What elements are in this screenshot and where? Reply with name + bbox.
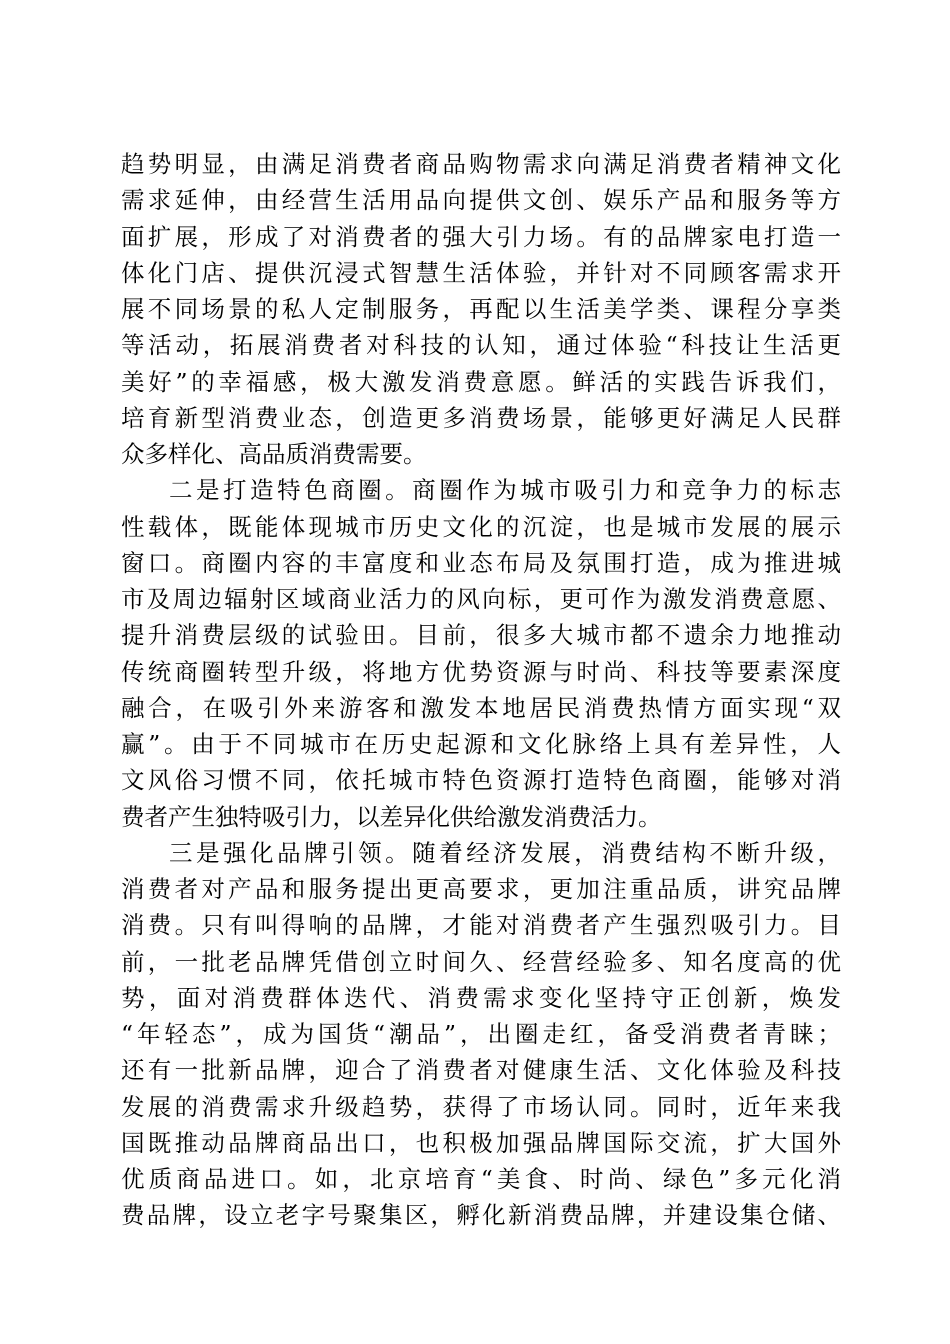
paragraph-3 — [121, 835, 841, 1234]
text-line: 势，面对消费群体迭代、消费需求变化坚持守正创新，焕发 — [121, 983, 841, 1012]
text-line: 面扩展，形成了对消费者的强大引力场。有的品牌家电打造一 — [121, 222, 841, 251]
text-line: 美好”的幸福感，极大激发消费意愿。鲜活的实践告诉我们， — [121, 367, 841, 396]
text-line: 赢”。由于不同城市在历史起源和文化脉络上具有差异性，人 — [121, 730, 841, 758]
text-line: 众多样化、高品质消费需要。 — [121, 440, 427, 468]
text-line: 市及周边辐射区域商业活力的风向标，更可作为激发消费意愿、 — [121, 585, 841, 613]
text-line: 提升消费层级的试验田。目前，很多大城市都不遗余力地推动 — [121, 621, 841, 650]
text-line: 需求延伸，由经营生活用品向提供文创、娱乐产品和服务等方 — [121, 186, 841, 215]
text-line: 费品牌，设立老字号聚集区，孵化新消费品牌，并建设集仓储、 — [121, 1201, 841, 1230]
paragraph-1 — [121, 146, 841, 472]
text-line: 趋势明显，由满足消费者商品购物需求向满足消费者精神文化 — [121, 150, 841, 178]
text-line: 费者产生独特吸引力，以差异化供给激发消费活力。 — [121, 802, 662, 831]
text-line: 等活动，拓展消费者对科技的认知，通过体验“科技让生活更 — [121, 331, 841, 360]
text-line: 优质商品进口。如，北京培育“美食、时尚、绿色”多元化消 — [121, 1165, 841, 1193]
text-line: 前，一批老品牌凭借创立时间久、经营经验多、知名度高的优 — [121, 947, 841, 976]
text-line: 国既推动品牌商品出口，也积极加强品牌国际交流，扩大国外 — [121, 1128, 841, 1157]
text-line: 展不同场景的私人定制服务，再配以生活美学类、课程分享类 — [121, 295, 841, 323]
text-line: 培育新型消费业态，创造更多消费场景，能够更好满足人民群 — [121, 403, 841, 432]
document-body — [121, 146, 841, 1234]
text-line: 融合，在吸引外来游客和激发本地居民消费热情方面实现“双 — [121, 693, 841, 722]
text-line: 二是打造特色商圈。商圈作为城市吸引力和竞争力的标志 — [169, 476, 841, 505]
text-line: 文风俗习惯不同，依托城市特色资源打造特色商圈，能够对消 — [121, 766, 841, 795]
text-line: 消费者对产品和服务提出更高要求，更加注重品质，讲究品牌 — [121, 875, 841, 903]
text-line: 三是强化品牌引领。随着经济发展，消费结构不断升级， — [169, 838, 841, 867]
text-line: 传统商圈转型升级，将地方优势资源与时尚、科技等要素深度 — [121, 657, 841, 686]
paragraph-2 — [121, 472, 841, 835]
text-line: 发展的消费需求升级趋势，获得了市场认同。同时，近年来我 — [121, 1092, 841, 1121]
text-line: 还有一批新品牌，迎合了消费者对健康生活、文化体验及科技 — [121, 1056, 841, 1085]
text-line: 体化门店、提供沉浸式智慧生活体验，并针对不同顾客需求开 — [121, 258, 841, 287]
text-line: 性载体，既能体现城市历史文化的沉淀，也是城市发展的展示 — [121, 512, 841, 541]
text-line: “年轻态”，成为国货“潮品”，出圈走红，备受消费者青睐； — [121, 1020, 841, 1048]
text-line: 窗口。商圈内容的丰富度和业态布局及氛围打造，成为推进城 — [121, 548, 841, 577]
text-line: 消费。只有叫得响的品牌，才能对消费者产生强烈吸引力。目 — [121, 911, 841, 940]
